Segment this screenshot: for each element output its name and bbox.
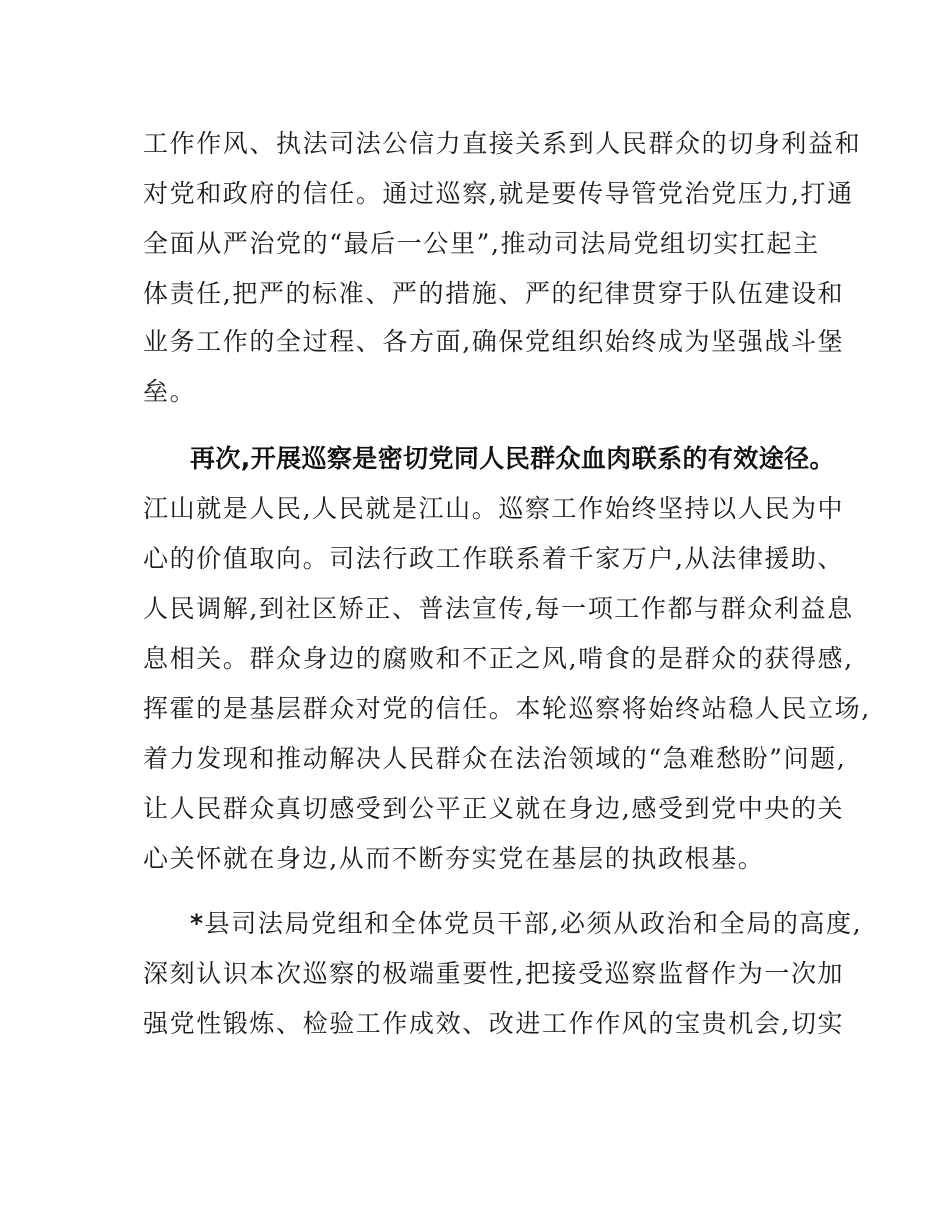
text-line: 挥霍的是基层群众对党的信任。本轮巡察将始终站稳人民立场, bbox=[143, 694, 871, 723]
asterisk-mark: * bbox=[190, 909, 205, 938]
text-line: 体责任,把严的标准、严的措施、严的纪律贯穿于队伍建设和 bbox=[143, 279, 845, 308]
text-line: 江山就是人民,人民就是江山。巡察工作始终坚持以人民为中 bbox=[143, 494, 845, 523]
text-line: 全面从严治党的“最后一公里”,推动司法局党组切实扛起主 bbox=[143, 229, 820, 258]
paragraph-first-line bbox=[190, 908, 862, 940]
text-line: 对党和政府的信任。通过巡察,就是要传导管党治党压力,打通 bbox=[143, 179, 854, 208]
text-line: 让人民群众真切感受到公平正义就在身边,感受到党中央的关 bbox=[143, 794, 845, 823]
paragraph-heading: 再次,开展巡察是密切党同人民群众血肉联系的有效途径。 bbox=[190, 444, 835, 473]
text-line: 垒。 bbox=[143, 377, 197, 406]
text-line: 强党性锻炼、检验工作成效、改进工作作风的宝贵机会,切实 bbox=[143, 1009, 845, 1038]
text-line: 深刻认识本次巡察的极端重要性,把接受巡察监督作为一次加 bbox=[143, 959, 845, 988]
text-line: 心的价值取向。司法行政工作联系着千家万户,从法律援助、 bbox=[143, 544, 845, 573]
text-line: 工作作风、执法司法公信力直接关系到人民群众的切身利益和 bbox=[143, 129, 862, 158]
text-segment: 县司法局党组和全体党员干部,必须从政治和全局的高度, bbox=[204, 909, 863, 938]
text-line: 息相关。群众身边的腐败和不正之风,啃食的是群众的获得感, bbox=[143, 644, 854, 673]
text-line: 心关怀就在身边,从而不断夯实党在基层的执政根基。 bbox=[143, 844, 765, 873]
text-line: 人民调解,到社区矫正、普法宣传,每一项工作都与群众利益息 bbox=[143, 594, 854, 623]
text-line: 业务工作的全过程、各方面,确保党组织始终成为坚强战斗堡 bbox=[143, 327, 845, 356]
text-line: 着力发现和推动解决人民群众在法治领域的“急难愁盼”问题, bbox=[143, 744, 847, 773]
